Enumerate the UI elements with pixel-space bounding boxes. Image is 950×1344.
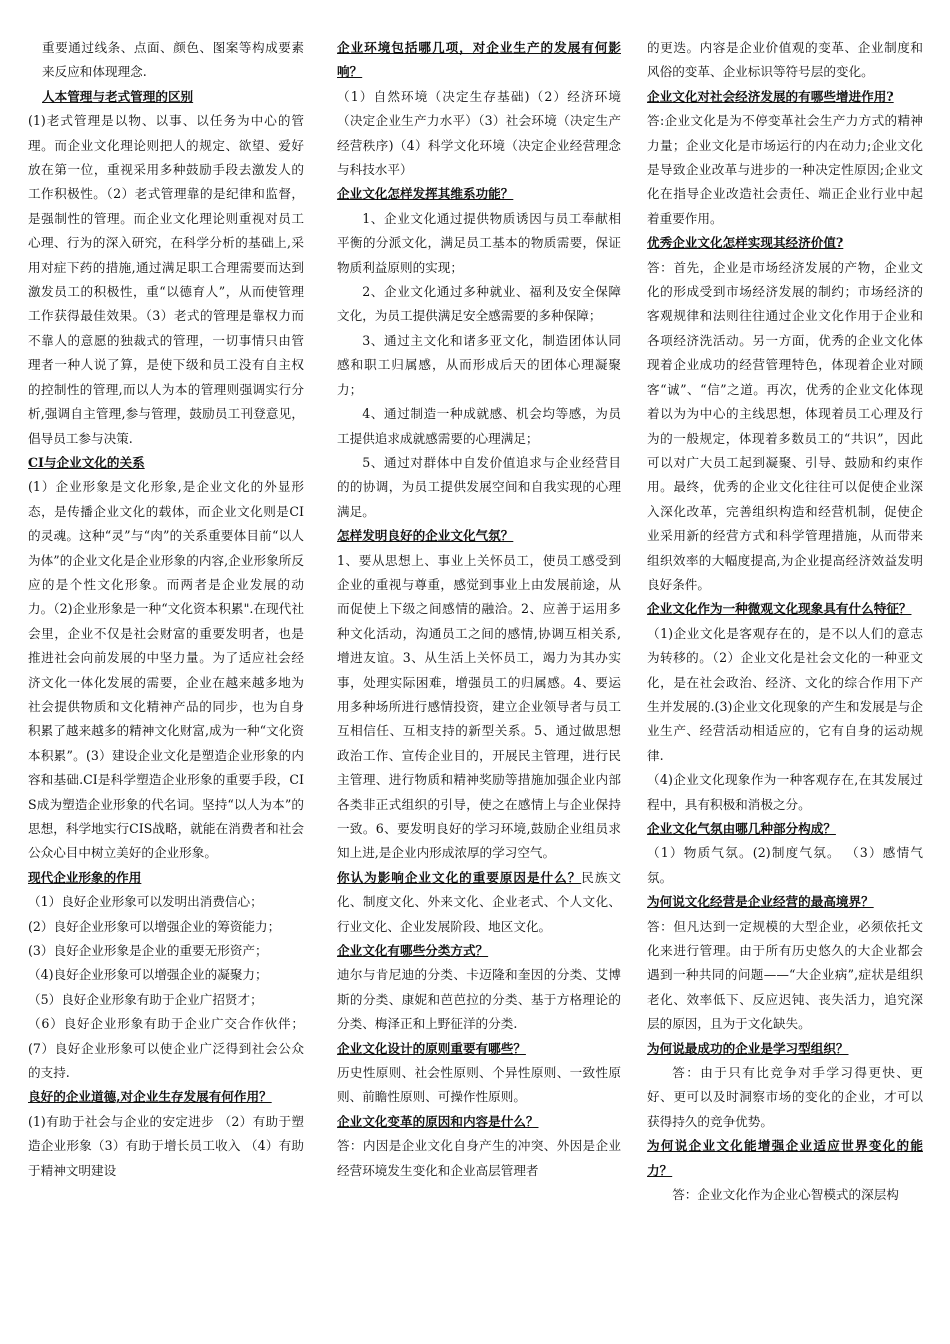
section-heading: 人本管理与老式管理的区别 bbox=[42, 88, 194, 104]
paragraph: （1）物质气氛。(2)制度气氛。 （3）感情气氛。 bbox=[647, 845, 923, 885]
paragraph: 历史性原则、社会性原则、个异性原则、一致性原则、前瞻性原则、可操作性原则。 bbox=[337, 1065, 621, 1105]
section-heading: 优秀企业文化怎样实现其经济价值? bbox=[647, 235, 844, 251]
paragraph: 答：由于只有比竞争对手学习得更快、更好、更可以及时洞察市场的变化的企业，才可以获得持久的竞争优势。 bbox=[647, 1065, 923, 1129]
paragraph: 答：首先，企业是市场经济发展的产物，企业文化的形成受到市场经济发展的制约；市场经济的客观规律和法则往往通过企业文化作用于企业和各项经济洗活动。另一方面，优秀的企业文化体现着企业成功的经营管理特色，体现着企业对顾客“诚”、“信”之道。再次，优秀的企业文化体现着以为为中心的主线思想，体现着员工心理及行为的一般规定，体现着多数员工的“共识”，因此可以对广大员工起到凝聚、引导、鼓励和约束作用。最终，优秀的企业文化往往可以促使企业深入深化改革，完善组织构造和经营机制，促使企业采用新的经营方式和科学管理措施，从而带来组织效率的大幅度提高,为企业提高经济效益发明良好条件。 bbox=[647, 259, 923, 592]
paragraph: （1)企业文化是客观存在的，是不以人们的意志为转移的。（2）企业文化是社会文化的一种亚文化，是在社会政治、经济、文化的综合作用下产生并发展的.(3)企业文化现象的产生和发展是与企业生产、经营活动相适应的，它有自身的运动规律. bbox=[647, 625, 923, 763]
paragraph: (1)老式管理是以物、以事、以任务为中心的管理。而企业文化理论则把人的规定、欲望、爱好放在第一位，重视采用多种鼓励手段去激发人的工作积极性。（2）老式管理靠的是纪律和监督，是强制性的管理。而企业文化理论则重视对员工心理、行为的深入研究，在科学分析的基础上,采用对症下药的措施,通过满足职工合理需要而达到激发员工的积极性，重“以德育人”，从而使管理工作获得最佳效果。（3）老式的管理是靠权力而不靠人的意愿的独裁式的管理，一切事情只由管理者一种人说了算，是使下级和员工没有自主权的控制性的管理,而以人为本的管理则强调实行分析,强调自主管理,参与管理，鼓励员工刊登意见，倡导员工参与决策. bbox=[28, 113, 304, 446]
section-heading: 企业文化对社会经济发展的有哪些增进作用? bbox=[647, 88, 894, 104]
paragraph: （4)企业文化现象作为一种客观存在,在其发展过程中，具有积极和消极之分。 bbox=[647, 772, 923, 812]
section-heading: 为何说文化经营是企业经营的最高境界？ bbox=[647, 894, 874, 910]
paragraph: 答：内因是企业文化自身产生的冲突、外因是企业经营环境发生变化和企业高层管理者 bbox=[337, 1138, 621, 1178]
section-heading: 企业文化设计的原则重要有哪些？ bbox=[337, 1040, 526, 1056]
section-heading: 企业文化有哪些分类方式？ bbox=[337, 943, 489, 959]
column-right bbox=[647, 36, 923, 1208]
paragraph: 重要通过线条、点面、颜色、图案等构成要素来反应和体现理念. bbox=[42, 40, 304, 80]
paragraph bbox=[337, 866, 621, 939]
section-heading: 你认为影响企业文化的重要原因是什么？ bbox=[337, 869, 582, 885]
section-heading: 怎样发明良好的企业文化气氛？ bbox=[337, 528, 514, 544]
list-item: （4)良好企业形象可以增强企业的凝聚力； bbox=[28, 967, 268, 983]
paragraph: 1、要从思想上、事业上关怀员工，使员工感受到企业的重视与尊重，感觉到事业上由发展前途，从而促使上下级之间感情的融洽。2、应善于运用多种文化活动，沟通员工之间的感情,协调互相关系,增进友谊。3、从生活上关怀员工，竭力为其办实事，处理实际困难，增强员工的归属感。4、要运用多种场所进行感情投资，建立企业领导者与员工互相信任、互相支持的新型关系。5、通过做思想政治工作、宣传企业目的，开展民主管理，进行民主管理、进行物质和精神奖励等措施加强企业内部各类非正式组织的引导，使之在感情上与企业保持一致。6、要发明良好的学习环境,鼓励企业组员求知上进,是企业内形成浓厚的学习空气。 bbox=[337, 552, 621, 861]
paragraph: (1）企业形象是文化形象,是企业文化的外显形态，是传播企业文化的载体，而企业文化则是CI的灵魂。这种“灵”与“肉”的关系重要体目前“以人为体”的企业文化是企业形象的内容,企业形象所反应的是个性文化形象。而两者是企业发展的动力。（2)企业形象是一种“文化资本积累".在现代社会里，企业不仅是社会财富的重要发明者，也是推进社会向前发展的中坚力量。为了适应社会经济文化一体化发展的需要，企业在越来越多地为社会提供物质和文化精神产品的同步，也为自身积累了越来越多的精神文化财富,成为一种“文化资本积累”。(3）建设企业文化是塑造企业形象的内容和基础.CI是科学塑造企业形象的重要手段，CIS成为塑造企业形象的代名词。坚持“以人为本”的思想，科学地实行CIS战略，就能在消费者和社会公众心目中树立美好的企业形象。 bbox=[28, 479, 304, 861]
section-heading: 企业环境包括哪几项，对企业生产的发展有何影响？ bbox=[337, 40, 621, 80]
section-heading: 企业文化气氛由哪几种部分构成？ bbox=[647, 821, 836, 836]
paragraph: 答：但凡达到一定规模的大型企业，必须依托文化来进行管理。由于所有历史悠久的大企业都会遇到一种共同的问题——“大企业病”,症状是组织老化、效率低下、反应迟钝、丧失活力，追究深层的原因，且为于文化缺失。 bbox=[647, 918, 923, 1032]
list-item: 5、通过对群体中自发价值追求与企业经营目的的协调，为员工提供发展空间和自我实现的心理满足。 bbox=[337, 454, 621, 519]
section-heading: 现代企业形象的作用 bbox=[28, 869, 142, 885]
list-item: 4、通过制造一种成就感、机会均等感，为员工提供追求成就感需要的心理满足； bbox=[337, 406, 621, 446]
inline-text: 民族文化、制度文化、外来文化、企业老式、个人文化、行业文化、企业发展阶段、地区文化。 bbox=[337, 869, 621, 934]
paragraph: 答：企业文化作为企业心智模式的深层构 bbox=[672, 1187, 899, 1203]
list-item: (3）良好企业形象是企业的重要无形资产； bbox=[28, 943, 268, 959]
section-heading: 为何说最成功的企业是学习型组织？ bbox=[647, 1040, 849, 1056]
column-left bbox=[28, 36, 304, 1183]
list-item: 1、企业文化通过提供物质诱因与员工奉献相平衡的分派文化，满足员工基本的物质需要，保证物质利益原则的实现； bbox=[337, 210, 621, 275]
section-heading: 企业文化怎样发挥其维系功能？ bbox=[337, 186, 514, 202]
list-item: （5）良好企业形象有助于企业广招贤才； bbox=[28, 991, 263, 1007]
section-heading: CI与企业文化的关系 bbox=[28, 454, 145, 470]
column-middle bbox=[337, 36, 621, 1183]
paragraph: 答:企业文化是为不停变革社会生产力方式的精神力量；企业文化是市场运行的内在动力;企业文化是导致企业改革与进步的一种决定性原因;企业文化在指导企业改造社会责任、端正企业行业中起着重要作用。 bbox=[647, 113, 923, 226]
list-item: 3、通过主文化和诸多亚文化，制造团体认同感和职工归属感，从而形成后天的团体心理凝聚力； bbox=[337, 332, 621, 397]
list-item: (2）良好企业形象可以增强企业的筹资能力； bbox=[28, 918, 281, 934]
paragraph: （1）自然环境（决定生存基础)（2）经济环境（决定企业生产力水平）（3）社会环境（决定生产经营秩序)（4）科学文化环境（决定企业经营理念与科技水平） bbox=[337, 88, 621, 178]
paragraph: (1)有助于社会与企业的安定进步 （2）有助于塑造企业形象（3）有助于增长员工收入 （4）有助于精神文明建设 bbox=[28, 1113, 304, 1178]
section-heading: 企业文化变革的原因和内容是什么？ bbox=[337, 1113, 539, 1129]
section-heading: 企业文化作为一种微观文化现象具有什么特征？ bbox=[647, 601, 912, 617]
list-item: （1）良好企业形象可以发明出消费信心； bbox=[28, 894, 263, 910]
section-heading: 良好的企业道德,对企业生存发展有何作用？ bbox=[28, 1089, 272, 1105]
paragraph: 迪尔与肯尼迪的分类、卡迈隆和奎因的分类、艾博斯的分类、康妮和芭芭拉的分类、基于方格理论的分类、梅泽正和上野征洋的分类. bbox=[337, 967, 621, 1032]
list-item: 2、企业文化通过多种就业、福利及安全保障文化，为员工提供满足安全感需要的多种保障； bbox=[337, 284, 621, 324]
section-heading: 为何说企业文化能增强企业适应世界变化的能力？ bbox=[647, 1138, 923, 1178]
paragraph: 的更迭。内容是企业价值观的变革、企业制度和风俗的变革、企业标识等符号层的变化。 bbox=[647, 40, 923, 80]
list-item: （6）良好企业形象有助于企业广交合作伙伴；(7）良好企业形象可以使企业广泛得到社会公众的支持. bbox=[28, 1016, 304, 1081]
